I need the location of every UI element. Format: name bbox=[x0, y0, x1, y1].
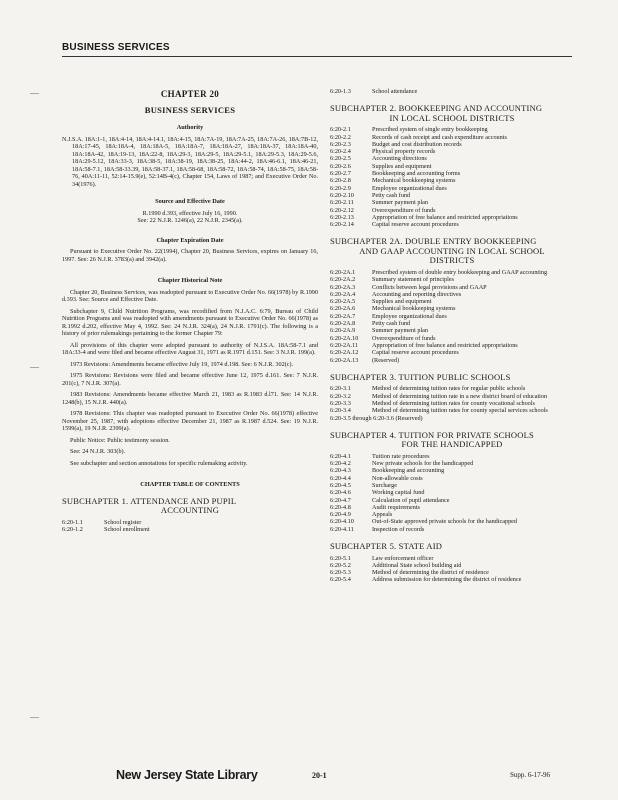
toc-entry[interactable] bbox=[330, 460, 574, 467]
toc-entry[interactable] bbox=[330, 497, 574, 504]
section-number: 6:20-2A.5 bbox=[330, 298, 356, 306]
section-number: 6:20-4.1 bbox=[330, 452, 351, 460]
section-number: 6:20-5.3 bbox=[330, 569, 351, 577]
historical-paragraph: Public Notice: Public testimony session. bbox=[70, 436, 170, 444]
source-line: R.1990 d.393, effective July 16, 1990. bbox=[142, 209, 238, 217]
toc-entry[interactable] bbox=[330, 141, 574, 148]
section-title: Capital reserve account procedures bbox=[372, 221, 459, 229]
section-number: 6:20-2A.3 bbox=[330, 283, 356, 291]
section-title: Capital reserve account procedures bbox=[372, 349, 459, 357]
section-number: 6:20-2.7 bbox=[330, 170, 351, 178]
toc-entry[interactable] bbox=[330, 305, 574, 312]
section-title: Supplies and equipment bbox=[372, 162, 432, 170]
section-title: Overexpenditure of funds bbox=[372, 206, 436, 214]
section-number: 6:20-2.1 bbox=[330, 126, 351, 134]
section-title: Method of determining tuition rate in a new district board of education bbox=[372, 392, 548, 400]
section-title: Audit requirements bbox=[372, 503, 420, 511]
section-title: Method of determining tuition rates for county special services schools bbox=[372, 407, 548, 415]
margin-mark: — bbox=[30, 88, 39, 98]
section-number: 6:20-2.9 bbox=[330, 184, 351, 192]
toc-entry[interactable] bbox=[330, 475, 574, 482]
section-title: Method of determining tuition rates for regular public schools bbox=[372, 385, 526, 393]
section-number: 6:20-5.2 bbox=[330, 561, 351, 569]
section-title: Bookkeeping and accounting forms bbox=[372, 170, 461, 178]
section-number: 6:20-4.7 bbox=[330, 496, 351, 504]
authority-text: N.J.S.A. 18A:1-1, 18A:4-14, 18A:4-14.1, 18A:4-15, 18A:7A-19, 18A:7A-25, 18A:7A-26, 18A:7B-12, 18A:17-45, 18A:18A-4, 18A:18A-5, 18A:18A-7, 18A:18A-27, 18A:18A-37, 18A:18A-40, 18A:18A-42, 18A:19-13, 18A:22-8, 18A:29-3, 18A:29-5, 18A:29-5.1, 18A:29-5.3, 18A:29-5.6, 18A:29-5.12, 18A:33-3, 18A:38-5, 18A:38-19, 18A:38-25, 18A:44-2, 18A:46-6.1, 18A:46-21, 18A:58-7.1, 18A:58-33.39, 18A:58-37.1, 18A:58-68, 18A:58-72, 18A:58-74, 18A:58-75, 18A:58-76, 40A:11-11, 52:14-15.9(e), 52:14B-4(c), Chapter 154, Laws of 1987; and Executive Order No. 34(1976). bbox=[62, 135, 318, 188]
toc-entry[interactable] bbox=[330, 335, 574, 342]
section-number: 6:20-3.2 bbox=[330, 392, 351, 400]
supplement-date: Supp. 6-17-96 bbox=[510, 771, 551, 779]
toc-entry[interactable] bbox=[330, 88, 574, 95]
section-number: 6:20-4.6 bbox=[330, 489, 351, 497]
toc-entry[interactable] bbox=[330, 526, 574, 533]
library-stamp: New Jersey State Library bbox=[116, 768, 258, 782]
subchapter-heading bbox=[62, 497, 318, 516]
section-number: 6:20-1.1 bbox=[62, 518, 83, 526]
section-title: Prescribed system of double entry bookkeeping and GAAP accounting bbox=[372, 268, 548, 276]
toc-list bbox=[330, 385, 574, 414]
section-title: Appropriation of free balance and restricted appropriations bbox=[372, 341, 518, 349]
section-number: 6:20-5.1 bbox=[330, 554, 351, 562]
toc-entry[interactable] bbox=[330, 489, 574, 496]
subchapter-heading bbox=[330, 104, 574, 123]
toc-entry[interactable] bbox=[330, 185, 574, 192]
section-range: 6:20-3.5 through 6:20-3.6 (Reserved) bbox=[330, 414, 423, 422]
toc-entry[interactable] bbox=[330, 327, 574, 334]
section-title: Non-allowable costs bbox=[372, 474, 423, 482]
section-title: Bookkeeping and accounting bbox=[372, 467, 445, 475]
toc-entry[interactable] bbox=[330, 276, 574, 283]
subchapter-title-cont: AND GAAP ACCOUNTING IN LOCAL SCHOOL bbox=[359, 245, 545, 256]
toc-entry[interactable] bbox=[330, 569, 574, 576]
section-number: 6:20-2A.8 bbox=[330, 320, 356, 328]
section-number: 6:20-4.11 bbox=[330, 525, 354, 533]
expiration-text: Pursuant to Executive Order No. 22(1994), Chapter 20, Business Services, expires on January 16, 1997. See: 26 N.J.R. 3783(a) and 3942(a). bbox=[62, 248, 318, 263]
section-number: 6:20-2A.1 bbox=[330, 268, 356, 276]
historical-paragraph: Subchapter 9, Child Nutrition Programs, was recodified from N.J.A.C. 6:79, Bureau of Child Nutrition Programs and was readopted with amendments pursuant to Executive Order No. 66(1978) as R.1992 d.202, effective May 4, 1992. See: 24 N.J.R. 324(a), 24 N.J.R. 1791(c). The following is a history of prior rulemakings pertaining to the former Chapter 79: bbox=[62, 307, 318, 337]
section-number: 6:20-4.10 bbox=[330, 518, 354, 526]
section-number: 6:20-2.8 bbox=[330, 177, 351, 185]
section-title: Petty cash fund bbox=[372, 191, 411, 199]
toc-list bbox=[330, 126, 574, 228]
subchapter-heading bbox=[330, 373, 574, 383]
section-number: 6:20-2.6 bbox=[330, 162, 351, 170]
toc-entry[interactable] bbox=[330, 393, 574, 400]
section-title: Records of cash receipt and cash expenditure accounts bbox=[372, 133, 507, 141]
section-number: 6:20-2A.4 bbox=[330, 290, 356, 298]
historical-paragraph: 1973 Revisions: Amendments became effective July 19, 1974 d.198. See: 6 N.J.R. 302(c). bbox=[70, 360, 294, 368]
toc-entry[interactable] bbox=[330, 284, 574, 291]
section-title: School enrollment bbox=[104, 525, 150, 533]
section-title: Additional State school building aid bbox=[372, 561, 462, 569]
toc-entry[interactable] bbox=[330, 562, 574, 569]
section-number: 6:20-2A.13 bbox=[330, 356, 359, 364]
toc-list bbox=[330, 555, 574, 584]
section-number: 6:20-2.12 bbox=[330, 206, 354, 214]
toc-entry[interactable] bbox=[330, 385, 574, 392]
section-title: Conflicts between legal provisions and GAAP bbox=[372, 283, 487, 291]
subchapter-title: SUBCHAPTER 2. BOOKKEEPING AND ACCOUNTING bbox=[330, 103, 543, 114]
toc-entry[interactable] bbox=[330, 357, 574, 364]
section-title: Accounting and reporting directives bbox=[372, 290, 462, 298]
section-number: 6:20-4.8 bbox=[330, 503, 351, 511]
source-heading: Source and Effective Date bbox=[155, 198, 225, 205]
section-title: Appropriation of free balance and restricted appropriations bbox=[372, 213, 518, 221]
section-number: 6:20-2A.2 bbox=[330, 276, 356, 284]
historical-paragraph: 1975 Revisions: Revisions were filed and became effective June 12, 1975 d.161. See: 7 N.J.R. 201(c), 7 N.J.R. 307(a). bbox=[62, 372, 318, 387]
toc-entry[interactable] bbox=[330, 298, 574, 305]
toc-heading: CHAPTER TABLE OF CONTENTS bbox=[140, 481, 240, 488]
section-number: 6:20-4.9 bbox=[330, 511, 351, 519]
section-title: Method of determining tuition rates for county vocational schools bbox=[372, 399, 535, 407]
section-number: 6:20-2.5 bbox=[330, 155, 351, 163]
section-title: Mechanical bookkeeping systems bbox=[372, 177, 456, 185]
section-number: 6:20-2A.11 bbox=[330, 341, 359, 349]
historical-paragraph: See subchapter and section annotations for specific rulemaking activity. bbox=[70, 459, 248, 467]
section-title: School register bbox=[104, 518, 142, 526]
toc-entry[interactable] bbox=[330, 400, 574, 407]
toc-entry[interactable] bbox=[330, 504, 574, 511]
section-number: 6:20-2A.6 bbox=[330, 305, 356, 313]
section-title: Summary statement of principles bbox=[372, 276, 454, 284]
section-title: Method of determining the district of residence bbox=[372, 569, 489, 577]
section-title: Tuition rate procedures bbox=[372, 452, 430, 460]
running-header: BUSINESS SERVICES bbox=[62, 42, 170, 53]
authority-heading: Authority bbox=[176, 124, 204, 131]
toc-entry[interactable] bbox=[330, 313, 574, 320]
subchapter-title-cont: DISTRICTS bbox=[429, 255, 475, 266]
section-title: New private schools for the handicapped bbox=[372, 460, 474, 468]
section-number: 6:20-4.4 bbox=[330, 474, 351, 482]
toc-entry[interactable] bbox=[330, 467, 574, 474]
section-number: 6:20-2.11 bbox=[330, 199, 354, 207]
historical-paragraph: Chapter 20, Business Services, was readopted pursuant to Executive Order No. 66(1978) by R.1990 d.393. See: Source and Effective Date. bbox=[62, 288, 318, 303]
subchapter-title-cont: ACCOUNTING bbox=[160, 505, 220, 515]
subchapter-heading bbox=[330, 237, 574, 266]
toc-entry[interactable] bbox=[62, 519, 318, 526]
margin-mark: — bbox=[30, 712, 39, 722]
left-column bbox=[62, 88, 318, 533]
toc-entry[interactable] bbox=[330, 155, 574, 162]
section-title: (Reserved) bbox=[372, 356, 400, 364]
header-rule bbox=[62, 56, 572, 57]
section-number: 6:20-4.5 bbox=[330, 481, 351, 489]
subchapter-title-cont: IN LOCAL SCHOOL DISTRICTS bbox=[389, 112, 515, 123]
toc-entry[interactable] bbox=[330, 482, 574, 489]
source-line: See: 22 N.J.R. 1246(a), 22 N.J.R. 2345(a). bbox=[137, 217, 243, 224]
subchapter-heading bbox=[330, 542, 574, 552]
section-number: 6:20-3.1 bbox=[330, 385, 351, 393]
toc-entry[interactable] bbox=[330, 349, 574, 356]
section-number: 6:20-3.3 bbox=[330, 399, 351, 407]
section-number: 6:20-2A.10 bbox=[330, 334, 359, 342]
section-number: 6:20-5.4 bbox=[330, 576, 351, 584]
section-number: 6:20-2A.9 bbox=[330, 327, 356, 335]
toc-entry[interactable] bbox=[330, 207, 574, 214]
historical-paragraph: See: 24 N.J.R. 303(b). bbox=[70, 448, 126, 455]
expiration-heading: Chapter Expiration Date bbox=[156, 236, 224, 244]
toc-entry[interactable] bbox=[330, 320, 574, 327]
historical-paragraph: 1983 Revisions: Amendments became effective March 21, 1983 as R.1983 d.l71. See: 14 N.J.R. 1248(b), 15 N.J.R. 440(a). bbox=[62, 391, 318, 406]
section-title: Calculation of pupil attendance bbox=[372, 496, 450, 504]
section-title: Physical property records bbox=[372, 148, 436, 156]
subchapter-title: SUBCHAPTER 2A. DOUBLE ENTRY BOOKKEEPING bbox=[330, 236, 537, 247]
toc-entry[interactable] bbox=[330, 511, 574, 518]
section-number: 6:20-1.3 bbox=[330, 88, 351, 95]
section-number: 6:20-2.14 bbox=[330, 221, 354, 229]
section-title: Working capital fund bbox=[372, 489, 425, 497]
section-title: Summer payment plan bbox=[372, 199, 429, 207]
section-title: Budget and cost distribution records bbox=[372, 140, 462, 148]
section-number: 6:20-1.2 bbox=[62, 525, 83, 533]
subchapter-title-cont: FOR THE HANDICAPPED bbox=[401, 439, 503, 450]
toc-entry[interactable] bbox=[330, 291, 574, 298]
section-number: 6:20-2.10 bbox=[330, 191, 354, 199]
toc-entry[interactable] bbox=[330, 177, 574, 184]
subchapter-heading bbox=[330, 431, 574, 450]
toc-entry[interactable] bbox=[330, 453, 574, 460]
section-number: 6:20-2A.7 bbox=[330, 312, 356, 320]
toc-entry[interactable] bbox=[330, 148, 574, 155]
chapter-title: CHAPTER 20 bbox=[160, 89, 220, 99]
toc-entry[interactable] bbox=[330, 269, 574, 276]
toc-entry[interactable] bbox=[330, 126, 574, 133]
historical-heading: Chapter Historical Note bbox=[157, 277, 223, 284]
section-title: Petty cash fund bbox=[372, 320, 411, 328]
toc-list bbox=[330, 269, 574, 364]
section-title: Law enforcement officer bbox=[372, 554, 434, 562]
section-title: Overexpenditure of funds bbox=[372, 334, 436, 342]
toc-entry[interactable] bbox=[330, 555, 574, 562]
toc-entry[interactable] bbox=[330, 342, 574, 349]
toc-entry[interactable] bbox=[330, 199, 574, 206]
toc-entry[interactable] bbox=[330, 214, 574, 221]
toc-entry[interactable] bbox=[330, 407, 574, 414]
toc-entry[interactable] bbox=[330, 221, 574, 228]
page-number: 20-1 bbox=[312, 771, 327, 780]
section-title: Employee organizational dues bbox=[372, 184, 447, 192]
historical-paragraph: 1978 Revisions: This chapter was readopted pursuant to Executive Order No. 66(1978) effective November 25, 1987, with adoptions effective December 21, 1987 as R.1987 d.524. See: 19 N.J.R. 1599(a), 19 N.J.R. 2399(a). bbox=[62, 410, 318, 432]
toc-list bbox=[62, 519, 318, 534]
section-title: Surcharge bbox=[372, 481, 397, 489]
toc-entry[interactable] bbox=[330, 170, 574, 177]
section-number: 6:20-4.3 bbox=[330, 467, 351, 475]
subchapter-title: SUBCHAPTER 1. ATTENDANCE AND PUPIL bbox=[62, 495, 237, 506]
section-title: Accounting directions bbox=[372, 155, 427, 163]
subchapter-title: SUBCHAPTER 3. TUITION PUBLIC SCHOOLS bbox=[330, 371, 511, 382]
section-title: Prescribed system of single entry bookkeeping bbox=[372, 126, 488, 134]
toc-entry[interactable] bbox=[330, 518, 574, 525]
section-number: 6:20-2A.12 bbox=[330, 349, 359, 357]
section-title: Address submission for determining the district of residence bbox=[372, 576, 522, 584]
section-title: Out-of-State approved private schools for the handicapped bbox=[372, 518, 518, 526]
toc-entry[interactable] bbox=[330, 163, 574, 170]
toc-list bbox=[330, 453, 574, 533]
toc-entry[interactable] bbox=[330, 192, 574, 199]
section-title: Supplies and equipment bbox=[372, 298, 432, 306]
section-title: Appeals bbox=[372, 511, 393, 519]
section-title: Summer payment plan bbox=[372, 327, 429, 335]
section-number: 6:20-2.13 bbox=[330, 213, 354, 221]
historical-paragraph: All provisions of this chapter were adopted pursuant to authority of N.J.S.A. 18A:58-7.1 and 18A:33-4 and were filed and became effective August 31, 1971 as R.1971 d.151. See: 3 N.J.R. 199(a). bbox=[62, 341, 318, 356]
section-title: Mechanical bookkeeping systems bbox=[372, 305, 456, 313]
section-number: 6:20-2.4 bbox=[330, 148, 351, 156]
section-number: 6:20-2.2 bbox=[330, 133, 351, 141]
toc-entry[interactable] bbox=[330, 134, 574, 141]
section-number: 6:20-3.4 bbox=[330, 407, 351, 415]
section-title: Inspection of records bbox=[372, 525, 425, 533]
section-number: 6:20-2.3 bbox=[330, 140, 351, 148]
right-column bbox=[330, 88, 574, 584]
section-number: 6:20-4.2 bbox=[330, 460, 351, 468]
chapter-subtitle: BUSINESS SERVICES bbox=[144, 104, 236, 115]
subchapter-title: SUBCHAPTER 4. TUITION FOR PRIVATE SCHOOLS bbox=[330, 429, 534, 440]
toc-entry[interactable] bbox=[330, 415, 574, 422]
toc-entry[interactable] bbox=[62, 526, 318, 533]
toc-entry[interactable] bbox=[330, 576, 574, 583]
section-title: School attendance bbox=[372, 88, 418, 95]
margin-mark: — bbox=[30, 362, 39, 372]
section-title: Employee organizational dues bbox=[372, 312, 447, 320]
subchapter-title: SUBCHAPTER 5. STATE AID bbox=[330, 541, 443, 552]
